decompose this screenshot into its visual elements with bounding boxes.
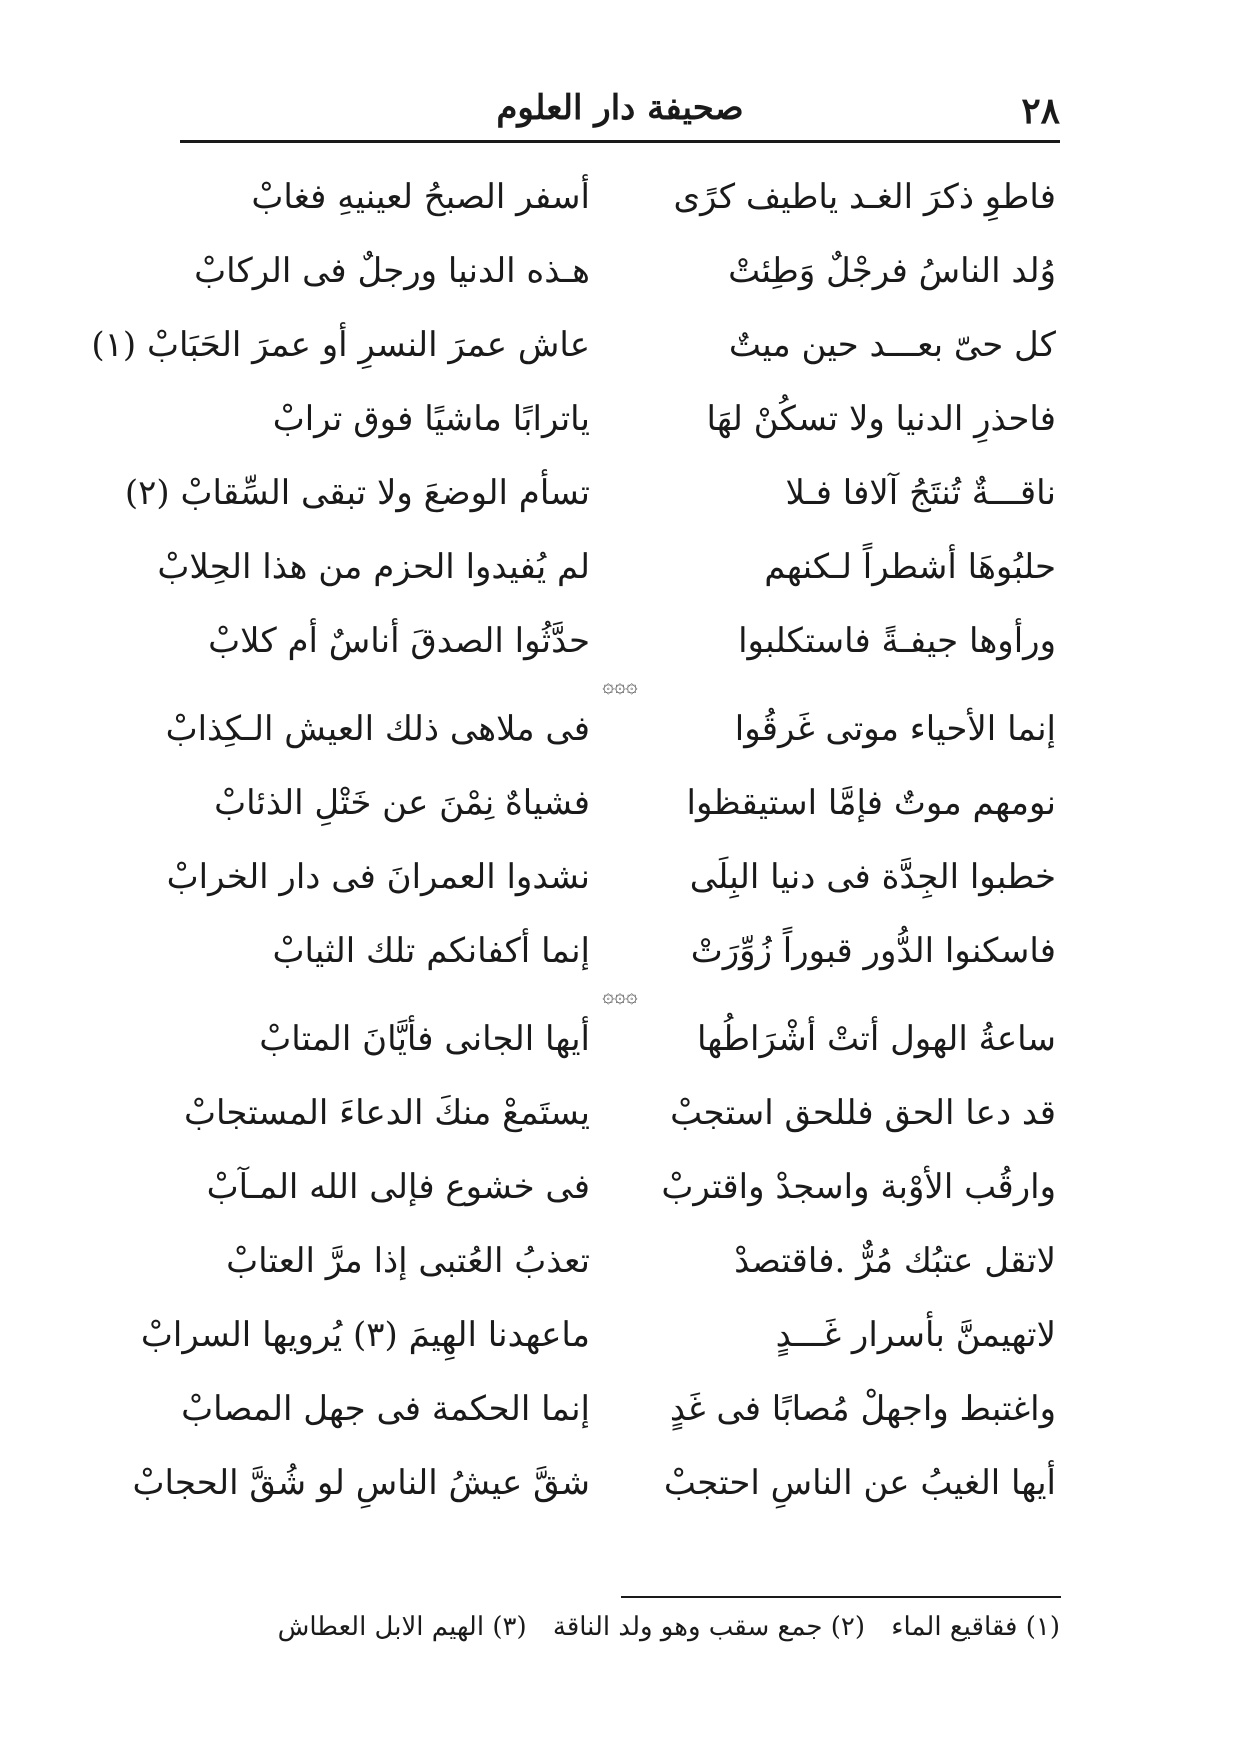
verse-second-hemistich: تعذبُ العُتبى إذا مرَّ العتابْ (226, 1241, 590, 1281)
verse-second-hemistich: شقَّ عيشُ الناسِ لو شُقَّ الحجابْ (132, 1463, 590, 1503)
verse-second-hemistich: ياترابًا ماشيًا فوق ترابْ (272, 399, 590, 439)
verse-second-hemistich: لم يُفيدوا الحزم من هذا الحِلابْ (157, 547, 590, 587)
verse-first-hemistich: ناقـــةٌ تُنتَجُ آلافا فـلا (785, 473, 1056, 513)
verse (166, 840, 1060, 914)
verse-second-hemistich: أيها الجانى فأيَّانَ المتابْ (259, 1019, 590, 1059)
verse-second-hemistich: فشياهٌ نِمْنَ عن خَتْلِ الذئابْ (214, 783, 590, 823)
verse (180, 1372, 1060, 1446)
verse-second-hemistich: إنما الحكمة فى جهل المصابْ (181, 1389, 590, 1429)
verse-first-hemistich: إنما الأحياء موتى غَرقُوا (734, 709, 1056, 749)
verse-first-hemistich: نومهم موتٌ فإمَّا استيقظوا (686, 783, 1056, 823)
footnote: (٣) الهيم الابل العطاش (277, 1612, 527, 1642)
verse-second-hemistich: حدَّثُوا الصدقَ أناسٌ أم كلابْ (208, 621, 590, 661)
verse-first-hemistich: ساعةُ الهول أتتْ أشْرَاطُها (696, 1019, 1056, 1059)
footnote-rule (621, 1596, 1061, 1598)
verse (180, 1076, 1060, 1150)
verse-second-hemistich: إنما أكفانكم تلك الثيابْ (272, 931, 590, 971)
verse-first-hemistich: حلبُوهَا أشطراً لـكنهم (764, 547, 1056, 587)
verse-second-hemistich: عاش عمرَ النسرِ أو عمرَ الحَبَابْ (١) (91, 325, 590, 365)
verse-first-hemistich: فاطوِ ذكرَ الغـد ياطيف كرًى (673, 177, 1056, 217)
verse-first-hemistich: لاتهيمنَّ بأسرار غَـــدٍ (775, 1315, 1056, 1355)
verse (91, 308, 1060, 382)
verse-second-hemistich: ماعهدنا الهِيمَ (٣) يُرويها السرابْ (140, 1315, 590, 1355)
verse-second-hemistich: أسفر الصبحُ لعينيهِ فغابْ (251, 177, 590, 217)
running-title: صحيفة دار العلوم (496, 88, 744, 128)
footnote: (٢) جمع سقب وهو ولد الناقة (552, 1612, 865, 1642)
verse-second-hemistich: يستَمعْ منكَ الدعاءَ المستجابْ (183, 1093, 590, 1133)
verse-first-hemistich: لاتقل عتبُك مُرٌّ .فاقتصدْ (734, 1241, 1056, 1281)
verse (140, 1298, 1060, 1372)
verse (180, 604, 1060, 678)
page-number: ٢٨ (1021, 90, 1060, 132)
verse-first-hemistich: ورأوها جيفـةً فاستكلبوا (738, 621, 1056, 661)
verse (180, 914, 1060, 988)
stanza-separator-ornament: ۞۞۞ (602, 673, 638, 697)
verse (180, 382, 1060, 456)
verse-first-hemistich: كل حىّ بعـــد حين ميتٌ (728, 325, 1056, 365)
poem-body (91, 160, 1060, 1520)
header-rule (180, 140, 1060, 143)
verse-second-hemistich: تسأم الوضعَ ولا تبقى السِّقابْ (٢) (124, 473, 590, 513)
verse (132, 1446, 1060, 1520)
verse (180, 234, 1060, 308)
verse (165, 692, 1060, 766)
verse-first-hemistich: أيها الغيبُ عن الناسِ احتجبْ (663, 1463, 1056, 1503)
verse (180, 1150, 1060, 1224)
verse (180, 160, 1060, 234)
verse (157, 530, 1060, 604)
verse-first-hemistich: وُلد الناسُ فرجْلٌ وَطِئتْ (728, 251, 1056, 291)
stanza-separator-ornament: ۞۞۞ (602, 983, 638, 1007)
verse-first-hemistich: فاسكنوا الدُّور قبوراً زُوِّرَتْ (690, 931, 1056, 971)
footnotes (180, 1612, 1060, 1642)
verse (180, 766, 1060, 840)
footnote: (١) فقاقيع الماء (891, 1612, 1060, 1642)
verse (180, 1224, 1060, 1298)
page-header (180, 84, 1060, 144)
verse-first-hemistich: قد دعا الحق فللحق استجبْ (670, 1093, 1056, 1133)
verse-second-hemistich: فى خشوع فإلى الله المـآبْ (206, 1167, 590, 1207)
verse (124, 456, 1060, 530)
verse (180, 1002, 1060, 1076)
verse-first-hemistich: فاحذرِ الدنيا ولا تسكُنْ لهَا (706, 399, 1056, 439)
verse-first-hemistich: خطبوا الجِدَّة فى دنيا البِلَى (689, 857, 1056, 897)
verse-second-hemistich: فى ملاهى ذلك العيش الـكِذابْ (165, 709, 590, 749)
verse-second-hemistich: هـذه الدنيا ورجلٌ فى الركابْ (194, 251, 590, 291)
verse-first-hemistich: واغتبط واجهلْ مُصابًا فى غَدٍ (669, 1389, 1056, 1429)
verse-second-hemistich: نشدوا العمرانَ فى دار الخرابْ (166, 857, 590, 897)
verse-first-hemistich: وارقُب الأوْبة واسجدْ واقتربْ (661, 1167, 1056, 1207)
